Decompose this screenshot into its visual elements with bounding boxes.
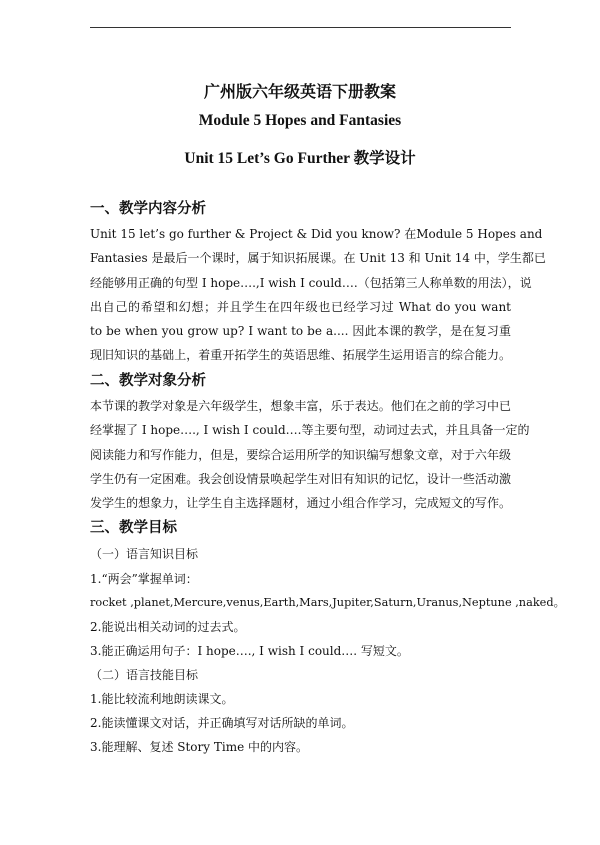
paragraph-line: 本节课的教学对象是六年级学生，想象丰富，乐于表达。他们在之前的学习中已 xyxy=(90,399,511,413)
section-1-heading: 一、教学内容分析 xyxy=(90,200,206,217)
paragraph-line: 出自己的希望和幻想；并且学生在四年级也已经学习过 What do you want xyxy=(90,299,511,314)
paragraph-line: 发学生的想象力，让学生自主选择题材，通过小组合作学习，完成短文的写作。 xyxy=(90,496,511,511)
section-2-heading: 二、教学对象分析 xyxy=(90,372,206,389)
goal-item-1: 1.“两会”掌握单词： xyxy=(90,572,198,586)
skill-item-1: 1.能比较流利地朗读课文。 xyxy=(90,692,234,706)
skill-item-3: 3.能理解、复述 Story Time 中的内容。 xyxy=(90,740,308,754)
section-1-body xyxy=(90,222,546,368)
paragraph-line: Unit 15 let’s go further & Project & Did you know? 在Module 5 Hopes and xyxy=(90,227,543,241)
goal-item-3: 3.能正确运用句子：I hope…., I wish I could…. 写短文。 xyxy=(90,644,409,658)
paragraph-line: 阅读能力和写作能力，但是，要综合运用所学的知识编写想象文章，对于六年级 xyxy=(90,447,511,462)
document-title: 广州版六年级英语下册教案 xyxy=(203,82,396,101)
subsection-knowledge-goals: （一）语言知识目标 xyxy=(90,547,199,561)
paragraph-line: 经掌握了 I hope…., I wish I could….等主要句型，动词过去式，并且具备一定的 xyxy=(90,423,530,438)
skill-item-2: 2.能读懂课文对话，并正确填写对话所缺的单词。 xyxy=(90,716,354,730)
header-rule xyxy=(90,27,511,28)
unit-title: Unit 15 Let’s Go Further 教学设计 xyxy=(184,150,416,167)
section-3-heading: 三、教学目标 xyxy=(90,519,177,536)
section-2-body xyxy=(90,394,530,515)
paragraph-line: 经能够用正确的句型 I hope….,I wish I could….（包括第三人称单数的用法），说 xyxy=(90,275,532,290)
paragraph-line: Fantasies 是最后一个课时，属于知识拓展课。在 Unit 13 和 Unit 14 中，学生都已 xyxy=(90,251,546,266)
vocabulary-words: rocket ,planet,Mercure,venus,Earth,Mars,Jupiter,Saturn,Uranus,Neptune ,naked。 xyxy=(90,596,565,609)
paragraph-line: 学生仍有一定困难。我会创设情景唤起学生对旧有知识的记忆，设计一些活动激 xyxy=(90,471,511,486)
paragraph-line: to be when you grow up? I want to be a.... 因此本课的教学，是在复习重 xyxy=(90,324,511,339)
subsection-skill-goals: （二）语言技能目标 xyxy=(90,668,199,682)
paragraph-line: 现旧知识的基础上，着重开拓学生的英语思维、拓展学生运用语言的综合能力。 xyxy=(90,348,511,363)
module-title: Module 5 Hopes and Fantasies xyxy=(198,112,402,129)
goal-item-2: 2.能说出相关动词的过去式。 xyxy=(90,620,246,634)
